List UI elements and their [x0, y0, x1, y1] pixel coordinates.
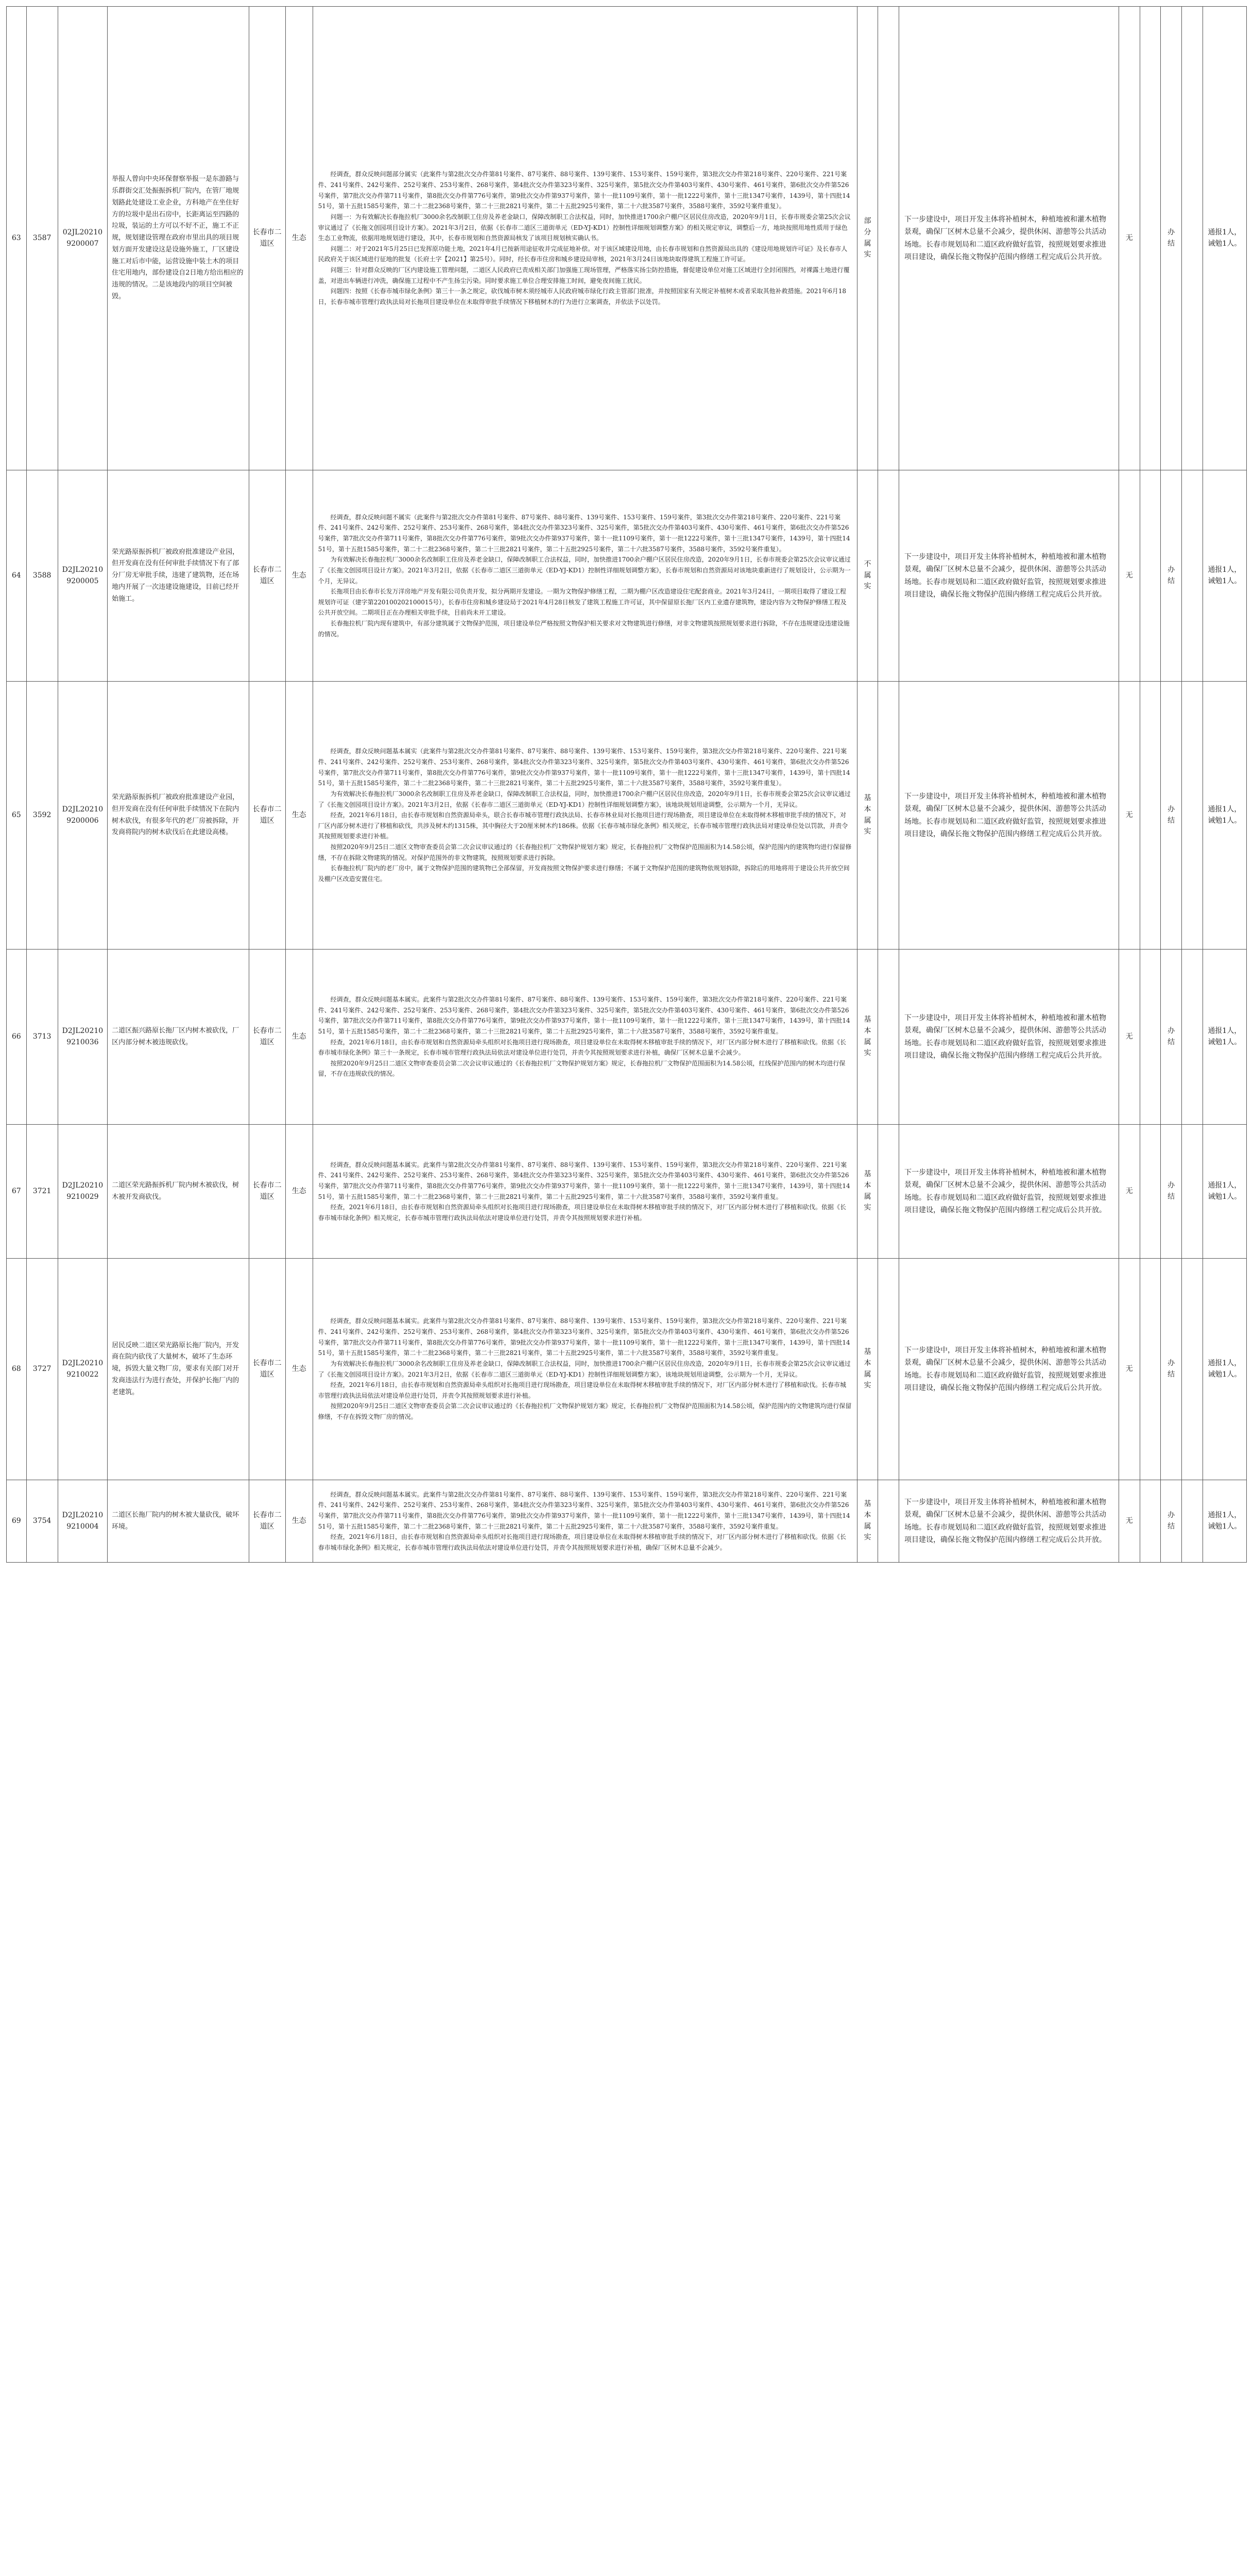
content-text [318, 1160, 852, 1224]
district-text: 长春市二道区 [252, 805, 282, 825]
status-text: 基本属实 [864, 1015, 871, 1058]
investigation-cell [313, 7, 857, 470]
status-text: 基本属实 [864, 1170, 871, 1212]
status-cell [857, 470, 878, 682]
status-text: 基本属实 [864, 794, 871, 836]
penalty-cell [1119, 1125, 1140, 1259]
complaint-text: 荣光路原振拆机厂被政府批准建设产业园，但开发商在没有任何审批手续情况下在院内树木砍伐，有很多年代的老厂房被拆除，开发商将院内的树木砍伐后在此建设高楼。 [112, 793, 239, 837]
feedback-text: 通报1人，诫勉1人。 [1208, 1511, 1242, 1531]
seq-cell [7, 682, 27, 950]
penalty-text: 无 [1125, 810, 1133, 819]
penalty-text: 无 [1125, 1364, 1133, 1373]
district-text: 长春市二道区 [252, 228, 282, 248]
investigation-paragraph: 经查，2021年6月18日，由长春市规划和自然资源局牵头，联合长春市城市管理行政执法局、长春市林业局对长拖项目进行现场勘查，项目建设单位在未取得树木移植审批手续的情况下，对厂区内部分树木进行了移植和砍伐，共涉及树木约1315株，其中胸径大于20厘米树木约186株。依据《长春市城市绿化条例》相关规定，长春市城市管理行政执法局对建设单位处以罚款，并责令其按照规划要求进行补植。 [318, 811, 848, 840]
accountable-text: 办结 [1168, 1026, 1175, 1046]
district-cell [249, 1480, 285, 1563]
status-text: 基本属实 [864, 1348, 871, 1390]
investigation-paragraph: 经调查，群众反映问题基本属实。此案件与第2批次交办件第81号案件、87号案件、88号案件、139号案件、153号案件、159号案件，第3批次交办件第218号案件、220号案件、221号案件、241号案件、242号案件、252号案件、253号案件、268号案件，第4批次交办件第323号案件、325号案件，第5批次交办件第403号案件、430号案件、461号案件，第6批次交办件第526号案件，第7批次交办件第711号案件，第8批次交办件第776号案件，第9批次交办件第937号案件，第十一批1109号案件，第十一批1222号案件，第十三批1347号案件，1439号，第十四批1451号，第十五批1585号案件，第二十二批2368号案件，第二十三批2821号案件，第二十五批2925号案件，第二十六批3587号案件，3588号案件，3592号案件重复。 [318, 1317, 850, 1357]
investigation-paragraph: 为有效解决长春拖拉机厂3000余名改制职工住房及养老金缺口，保障改制职工合法权益，同时，加快推进1700余户棚户区居民住房改造，2020年9月1日，长春市规委会第25次会议审议通过了《长拖文创园项目设计方案》。2021年3月2日，依据《长春市二道区三道街单元（ED-YJ-KD1）控制性详细规划调整方案》，该地块规划用途调整，公示期为一个月，无异议。 [318, 790, 851, 808]
code-text: D2JL202109200005 [62, 565, 104, 585]
id-cell [26, 682, 58, 950]
investigation-paragraph: 经调查，群众反映问题不属实（此案件与第2批次交办件第81号案件、87号案件、88号案件、139号案件、153号案件、159号案件，第3批次交办件第218号案件、220号案件、221号案件、241号案件、242号案件、252号案件、253号案件、268号案件，第4批次交办件第323号案件、325号案件，第5批次交办件第403号案件、430号案件、461号案件，第6批次交办件第526号案件，第7批次交办件第711号案件，第8批次交办件第776号案件，第9批次交办件第937号案件，第十一批1109号案件，第十一批1222号案件，第十三批1347号案件，1439号，第十四批1451号，第十五批1585号案件，第二十二批2368号案件，第二十三批2821号案件，第二十五批2925号案件，第二十六批3587号案件，3588号案件，3592号案件重复）。 [318, 513, 850, 553]
investigation-paragraph: 经查，2021年6月18日，由长春市规划和自然资源局牵头组织对长拖项目进行现场勘查，项目建设单位在未取得树木移植审批手续的情况下，对厂区内部分树木进行了移植和砍伐。依据《长春市城市绿化条例》相关规定，长春市城市管理行政执法局依法对建设单位进行处罚，并责令其按照规划要求进行补植，确保厂区树木总量不会减少。 [318, 1533, 847, 1551]
content-text [318, 1489, 852, 1553]
table-row [7, 1480, 1247, 1563]
id-cell [26, 470, 58, 682]
id-cell [26, 1125, 58, 1259]
code-text: 02JL202109200007 [62, 228, 103, 248]
accountable-cell [1161, 470, 1182, 682]
accountable-cell [1161, 950, 1182, 1125]
code-cell [58, 682, 108, 950]
accountable-cell [1161, 7, 1182, 470]
result-text: 下一步建设中，项目开发主体将补植树木，种植地被和灌木植物景观，确保厂区树木总量不会减少，提供休闲、游憩等公共活动场地。长春市规划局和二道区政府做好监管，按照规划要求推进项目建设，确保长拖文物保护范围内修缮工程完成后公共开放。 [904, 215, 1107, 261]
accountable-cell [1161, 1480, 1182, 1563]
category-text: 生态 [291, 233, 306, 242]
rectification-cell [899, 1259, 1119, 1480]
id-cell [26, 7, 58, 470]
investigation-paragraph: 问题三：针对群众反映的厂区内建设施工管理问题，二道区人民政府已责成相关部门加强施工现场管理，严格落实扬尘防控措施，督促建设单位对施工区域进行全封闭围挡，对裸露土地进行覆盖，对进出车辆进行冲洗，确保施工过程中不产生扬尘污染。同时要求施工单位合理安排施工时间，避免夜间施工扰民。 [318, 266, 850, 284]
investigation-paragraph: 长拖项目由长春市长发万洋房地产开发有限公司负责开发，拟分两期开发建设。一期为文物保护修缮工程，二期为棚户区改造建设住宅配套商业。2021年3月24日，一期项目取得了建设工程规划许可证（建字第220100202100015号），长春市住房和城乡建设局于2021年4月28日核发了建筑工程施工许可证，其中保留原长拖厂区内工业遗存建筑物，建设内容为文物保护修缮工程及公共开放空间。二期项目正在办理相关审批手续，目前尚未开工建设。 [318, 588, 847, 617]
blank-cell [878, 682, 899, 950]
investigation-paragraph: 按照2020年9月25日二道区文物审查委员会第二次会议审议通过的《长春拖拉机厂文物保护规划方案》规定，长春拖拉机厂文物保护范围面积为14.58公顷，保护范围内的文物建筑均进行保留修缮，不存在拆毁文物厂房的情况。 [318, 1402, 852, 1420]
complaint-text: 荣光路原振拆机厂被政府批准建设产业园，但开发商在没有任何审批手续情况下有了部分厂房无审批手续，违建了建筑物，还在场地内开展了一次违建设施建设，目前已经开始施工。 [112, 548, 239, 603]
investigation-cell [313, 950, 857, 1125]
table-row [7, 1259, 1247, 1480]
penalty-text: 无 [1125, 1187, 1133, 1195]
feedback-text: 通报1人，诫勉1人。 [1208, 1026, 1242, 1046]
feedback-cell [1203, 1259, 1246, 1480]
penalty-cell [1119, 682, 1140, 950]
status-cell [857, 7, 878, 470]
accountable-text: 办结 [1168, 1181, 1175, 1201]
status-cell [857, 1259, 878, 1480]
district-cell [249, 682, 285, 950]
table-row [7, 682, 1247, 950]
result-text: 下一步建设中，项目开发主体将补植树木，种植地被和灌木植物景观，确保厂区树木总量不会减少，提供休闲、游憩等公共活动场地。长春市规划局和二道区政府做好监管，按照规划要求推进项目建设，确保长拖文物保护范围内修缮工程完成后公共开放。 [904, 1168, 1107, 1214]
feedback-cell [1203, 1125, 1246, 1259]
result-text: 下一步建设中，项目开发主体将补植树木，种植地被和灌木植物景观，确保厂区树木总量不会减少，提供休闲、游憩等公共活动场地。长春市规划局和二道区政府做好监管，按照规划要求推进项目建设，确保长拖文物保护范围内修缮工程完成后公共开放。 [904, 792, 1107, 838]
district-text: 长春市二道区 [252, 1181, 282, 1201]
blank-cell-2 [1140, 1125, 1161, 1259]
blank-cell [878, 470, 899, 682]
penalty-cell [1119, 7, 1140, 470]
category-cell [285, 1259, 313, 1480]
investigation-cell [313, 682, 857, 950]
id-cell [26, 1480, 58, 1563]
feedback-text: 通报1人，诫勉1人。 [1208, 1359, 1242, 1379]
feedback-cell [1203, 950, 1246, 1125]
rectification-cell [899, 470, 1119, 682]
seq-cell [7, 950, 27, 1125]
accountable-cell [1161, 682, 1182, 950]
blank-cell-2 [1140, 682, 1161, 950]
complaint-cell [108, 1125, 249, 1259]
id-text: 3721 [32, 1187, 52, 1195]
rectification-cell [899, 1480, 1119, 1563]
investigation-paragraph: 按照2020年9月25日二道区文物审查委员会第二次会议审议通过的《长春拖拉机厂文物保护规划方案》规定，长春拖拉机厂文物保护范围面积为14.58公顷，红线保护范围内的树木均进行保留，不存在违规砍伐的情况。 [318, 1059, 846, 1078]
investigation-paragraph: 问题二：对于2021年5月25日已发挥原功能土地，2021年4月已按新用途征收并完成征地补偿。对于该区域建设用地，由长春市规划和自然资源局出具的《建设用地规划许可证》及长春市人民政府关于该区域进行征地的批复（长府土字【2021】第25号）。同时，经长春市住房和城乡建设局审核，2021年3月24日该地块取得建筑工程施工许可证。 [318, 245, 848, 263]
complaint-cell [108, 1259, 249, 1480]
district-text: 长春市二道区 [252, 1511, 282, 1531]
feedback-text: 通报1人，诫勉1人。 [1208, 805, 1242, 825]
responsible-cell [1181, 1125, 1203, 1259]
status-cell [857, 682, 878, 950]
district-cell [249, 470, 285, 682]
penalty-cell [1119, 470, 1140, 682]
status-cell [857, 1125, 878, 1259]
responsible-cell [1181, 1480, 1203, 1563]
result-text: 下一步建设中，项目开发主体将补植树木，种植地被和灌木植物景观，确保厂区树木总量不会减少，提供休闲、游憩等公共活动场地。长春市规划局和二道区政府做好监管，按照规划要求推进项目建设，确保长拖文物保护范围内修缮工程完成后公共开放。 [904, 552, 1107, 599]
category-cell [285, 1480, 313, 1563]
accountable-text: 办结 [1168, 565, 1175, 585]
blank-cell [878, 1125, 899, 1259]
blank-cell-2 [1140, 7, 1161, 470]
status-text: 不属实 [864, 560, 871, 591]
table-row [7, 1125, 1247, 1259]
feedback-text: 通报1人，诫勉1人。 [1208, 1181, 1242, 1201]
feedback-cell [1203, 1480, 1246, 1563]
penalty-cell [1119, 1259, 1140, 1480]
responsible-cell [1181, 682, 1203, 950]
content-text [318, 169, 852, 307]
category-text: 生态 [291, 810, 306, 819]
seq-cell [7, 1125, 27, 1259]
seq-cell [7, 7, 27, 470]
blank-cell-2 [1140, 1480, 1161, 1563]
content-text [318, 512, 852, 640]
complaint-text: 居民反映二道区荣光路原长拖厂院内，开发商在院内砍伐了大量树木，破坏了生态环境，拆毁大量文物厂房，要求有关部门对开发商违法行为进行查处，并保护长拖厂内的老建筑。 [112, 1341, 239, 1396]
complaint-text: 二道区长拖厂院内的树木被大量砍伐，破坏环境。 [112, 1511, 239, 1531]
complaint-cell [108, 950, 249, 1125]
penalty-text: 无 [1125, 233, 1133, 242]
content-text [318, 994, 852, 1079]
category-text: 生态 [291, 571, 306, 580]
investigation-paragraph: 问题一：为有效解决长春拖拉机厂3000余名改制职工住房及养老金缺口，保障改制职工合法权益，同时，加快推进1700余户棚户区居民住房改造，2020年9月1日，长春市规委会第25次会议审议通过了《长拖文创园项目设计方案》。2021年3月2日，依据《长春市二道区三道街单元（ED-YJ-KD1）控制性详细规划调整方案》的相关规定审议，调整后一方，地块按照用地性质用于绿色生态工业物流，依据用地规划进行建设，其中，长春市规划和自然资源局核发了该项目规划核实确认书。 [318, 213, 851, 242]
district-cell [249, 7, 285, 470]
seq-cell [7, 1480, 27, 1563]
accountable-text: 办结 [1168, 805, 1175, 825]
category-cell [285, 7, 313, 470]
code-text: D2JL202109210004 [62, 1511, 104, 1531]
investigation-paragraph: 为有效解决长春拖拉机厂3000余名改制职工住房及养老金缺口，保障改制职工合法权益，同时，加快推进1700余户棚户区居民住房改造，2020年9月1日，长春市规委会第25次会议审议通过了《长拖文创园项目设计方案》。2021年3月2日，依据《长春市二道区三道街单元（ED-YJ-KD1）控制性详细规划调整方案》，长春市规划和自然资源局对该地块重新进行了规划设计，公示期为一个月，无异议。 [318, 556, 851, 585]
blank-cell [878, 7, 899, 470]
category-text: 生态 [291, 1516, 306, 1525]
id-text: 3588 [32, 571, 52, 580]
seq-text: 66 [11, 1032, 21, 1041]
id-cell [26, 1259, 58, 1480]
category-cell [285, 470, 313, 682]
status-text: 部分属实 [864, 217, 871, 259]
responsible-cell [1181, 1259, 1203, 1480]
responsible-cell [1181, 950, 1203, 1125]
rectification-cell [899, 1125, 1119, 1259]
result-text: 下一步建设中，项目开发主体将补植树木，种植地被和灌木植物景观，确保厂区树木总量不会减少，提供休闲、游憩等公共活动场地。长春市规划局和二道区政府做好监管，按照规划要求推进项目建设，确保长拖文物保护范围内修缮工程完成后公共开放。 [904, 1013, 1107, 1060]
blank-cell-2 [1140, 470, 1161, 682]
result-text: 下一步建设中，项目开发主体将补植树木，种植地被和灌木植物景观，确保厂区树木总量不会减少，提供休闲、游憩等公共活动场地。长春市规划局和二道区政府做好监管，按照规划要求推进项目建设，确保长拖文物保护范围内修缮工程完成后公共开放。 [904, 1498, 1107, 1544]
case-table [6, 6, 1247, 1563]
penalty-text: 无 [1125, 1032, 1133, 1041]
status-cell [857, 1480, 878, 1563]
complaint-text: 二道区荣光路振拆机厂院内树木被砍伐，树木被开发商砍伐。 [112, 1181, 239, 1201]
category-text: 生态 [291, 1187, 306, 1195]
code-cell [58, 950, 108, 1125]
seq-text: 68 [11, 1364, 21, 1373]
district-text: 长春市二道区 [252, 1026, 282, 1046]
category-cell [285, 1125, 313, 1259]
table-row [7, 470, 1247, 682]
complaint-text: 举报人曾向中央环保督察举报一是东游路与乐群街交汇处振振拆机厂院内，在管厂地规划路此处建设工业企业，方科地产在坐住好方的垃圾中是出石房中，长距离运至四路的垃圾，装运的土方可以不好不正，施工不正规，规划建设管理在政府市里出具的项目规划方面开发建设这是设施外施工，厂区建设施工对后市中能，运营设施中装土木的项目住宅用地内，部份建设自2日地方给出相应的违规的情况。二是该地段内的项目空间被毁。 [112, 175, 244, 300]
district-cell [249, 950, 285, 1125]
blank-cell-2 [1140, 950, 1161, 1125]
result-text: 下一步建设中，项目开发主体将补植树木，种植地被和灌木植物景观，确保厂区树木总量不会减少，提供休闲、游憩等公共活动场地。长春市规划局和二道区政府做好监管，按照规划要求推进项目建设，确保长拖文物保护范围内修缮工程完成后公共开放。 [904, 1346, 1107, 1392]
blank-cell [878, 1259, 899, 1480]
category-text: 生态 [291, 1364, 306, 1373]
complaint-text: 二道区振兴路原长拖厂区内树木被砍伐，厂区内部分树木被违规砍伐。 [112, 1026, 239, 1046]
feedback-text: 通报1人，诫勉1人。 [1208, 228, 1242, 248]
code-cell [58, 470, 108, 682]
investigation-cell [313, 1259, 857, 1480]
seq-cell [7, 1259, 27, 1480]
accountable-text: 办结 [1168, 1511, 1175, 1531]
table-row [7, 7, 1247, 470]
code-text: D2JL202109210022 [62, 1359, 104, 1379]
status-text: 基本属实 [864, 1500, 871, 1542]
code-cell [58, 1480, 108, 1563]
investigation-paragraph: 按照2020年9月25日二道区文物审查委员会第二次会议审议通过的《长春拖拉机厂文物保护规划方案》规定，长春拖拉机厂文物保护范围面积为14.58公顷，保护范围内的建筑物均进行保留修缮，不存在拆除文物建筑的情况。对保护范围外的非文物建筑，按照规划要求进行拆除。 [318, 843, 852, 861]
accountable-cell [1161, 1125, 1182, 1259]
seq-cell [7, 470, 27, 682]
seq-text: 67 [11, 1187, 21, 1195]
district-cell [249, 1259, 285, 1480]
rectification-cell [899, 950, 1119, 1125]
code-text: D2JL202109200006 [62, 805, 104, 825]
feedback-cell [1203, 7, 1246, 470]
code-text: D2JL202109210036 [62, 1026, 104, 1046]
investigation-paragraph: 经调查，群众反映问题基本属实。此案件与第2批次交办件第81号案件、87号案件、88号案件、139号案件、153号案件、159号案件，第3批次交办件第218号案件、220号案件、221号案件、241号案件、242号案件、252号案件、253号案件、268号案件，第4批次交办件第323号案件、325号案件，第5批次交办件第403号案件、430号案件、461号案件，第6批次交办件第526号案件，第7批次交办件第711号案件，第8批次交办件第776号案件，第9批次交办件第937号案件，第十一批1109号案件，第十一批1222号案件，第十三批1347号案件，1439号，第十四批1451号，第十五批1585号案件，第二十二批2368号案件，第二十三批2821号案件，第二十五批2925号案件，第二十六批3587号案件，3588号案件，3592号案件重复。 [318, 1161, 850, 1200]
investigation-cell [313, 1480, 857, 1563]
table-row [7, 950, 1247, 1125]
penalty-text: 无 [1125, 571, 1133, 580]
id-cell [26, 950, 58, 1125]
code-cell [58, 7, 108, 470]
feedback-cell [1203, 470, 1246, 682]
penalty-cell [1119, 950, 1140, 1125]
rectification-cell [899, 682, 1119, 950]
penalty-cell [1119, 1480, 1140, 1563]
category-text: 生态 [291, 1032, 306, 1041]
accountable-cell [1161, 1259, 1182, 1480]
content-text [318, 746, 852, 884]
complaint-cell [108, 682, 249, 950]
investigation-paragraph: 长春拖拉机厂院内现有建筑中，有部分建筑属于文物保护范围，项目建设单位严格按照文物保护相关要求对文物建筑进行修缮，对非文物建筑按照规划要求进行拆除，不存在违规建设违建设施的情况。 [318, 620, 850, 638]
district-cell [249, 1125, 285, 1259]
blank-cell [878, 950, 899, 1125]
responsible-cell [1181, 7, 1203, 470]
seq-text: 69 [11, 1516, 21, 1525]
rectification-cell [899, 7, 1119, 470]
complaint-cell [108, 1480, 249, 1563]
accountable-text: 办结 [1168, 1359, 1175, 1379]
investigation-paragraph: 为有效解决长春拖拉机厂3000余名改制职工住房及养老金缺口，保障改制职工合法权益，同时，加快推进1700余户棚户区居民住房改造，2020年9月1日，长春市规委会第25次会议审议通过了《长拖文创园项目设计方案》。2021年3月2日，依据《长春市二道区三道街单元（ED-YJ-KD1）控制性详细规划调整方案》，该地块规划用途调整，公示期为一个月，无异议。 [318, 1360, 851, 1378]
status-cell [857, 950, 878, 1125]
complaint-cell [108, 7, 249, 470]
investigation-paragraph: 经调查，群众反映问题部分属实（此案件与第2批次交办件第81号案件、87号案件、88号案件、139号案件、153号案件、159号案件，第3批次交办件第218号案件、220号案件、221号案件、241号案件、242号案件、252号案件、253号案件、268号案件，第4批次交办件第323号案件、325号案件，第5批次交办件第403号案件、430号案件、461号案件，第6批次交办件第526号案件，第7批次交办件第711号案件，第8批次交办件第776号案件，第9批次交办件第937号案件，第十一批1109号案件，第十一批1222号案件，第十三批1347号案件，1439号，第十四批1451号，第十五批1585号案件，第二十二批2368号案件，第二十三批2821号案件，第二十五批2925号案件，第二十六批3587号案件，3588号案件，3592号案件重复）。 [318, 171, 850, 210]
feedback-cell [1203, 682, 1246, 950]
investigation-paragraph: 经调查，群众反映问题基本属实。此案件与第2批次交办件第81号案件、87号案件、88号案件、139号案件、153号案件、159号案件，第3批次交办件第218号案件、220号案件、221号案件、241号案件、242号案件、252号案件、253号案件、268号案件，第4批次交办件第323号案件、325号案件，第5批次交办件第403号案件、430号案件、461号案件，第6批次交办件第526号案件，第7批次交办件第711号案件，第8批次交办件第776号案件，第9批次交办件第937号案件，第十一批1109号案件，第十一批1222号案件，第十三批1347号案件，1439号，第十四批1451号，第十五批1585号案件，第二十二批2368号案件，第二十三批2821号案件，第二十五批2925号案件，第二十六批3587号案件，3588号案件，3592号案件重复。 [318, 996, 850, 1035]
id-text: 3713 [32, 1032, 52, 1041]
accountable-text: 办结 [1168, 228, 1175, 248]
id-text: 3592 [32, 810, 52, 819]
blank-cell-2 [1140, 1259, 1161, 1480]
blank-cell [878, 1480, 899, 1563]
content-text [318, 1316, 852, 1422]
feedback-text: 通报1人，诫勉1人。 [1208, 565, 1242, 585]
code-cell [58, 1259, 108, 1480]
seq-text: 63 [11, 233, 21, 242]
investigation-paragraph: 经查，2021年6月18日，由长春市规划和自然资源局牵头组织对长拖项目进行现场勘查，项目建设单位在未取得树木移植审批手续的情况下，对厂区内部分树木进行了移植和砍伐。依据《长春市城市绿化条例》相关规定，长春市城市管理行政执法局依法对建设单位进行处罚，并责令其按照规划要求进行补植。 [318, 1204, 847, 1222]
code-cell [58, 1125, 108, 1259]
investigation-cell [313, 470, 857, 682]
category-cell [285, 682, 313, 950]
responsible-cell [1181, 470, 1203, 682]
seq-text: 64 [11, 571, 21, 580]
investigation-paragraph: 经查，2021年6月18日，由长春市规划和自然资源局牵头组织对长拖项目进行现场勘查，项目建设单位在未取得树木移植审批手续的情况下，对厂区内部分树木进行了移植和砍伐。依据《长春市城市绿化条例》第三十一条规定，长春市城市管理行政执法局依法对建设单位进行处罚，并责令其按照规划要求进行补植，确保厂区树木总量不会减少。 [318, 1038, 847, 1057]
district-text: 长春市二道区 [252, 565, 282, 585]
investigation-paragraph: 长春拖拉机厂院内的老厂房中，属于文物保护范围的建筑物已全部保留，开发商按照文物保护要求进行修缮；不属于文物保护范围的建筑物依规划拆除，拆除后的用地将用于建设公共开放空间及棚户区改造安置住宅。 [318, 865, 850, 883]
seq-text: 65 [11, 810, 21, 819]
investigation-paragraph: 问题四：按照《长春市城市绿化条例》第三十一条之规定，砍伐城市树木须经城市人民政府城市绿化行政主管部门批准，并按照国家有关规定补植树木或者采取其他补救措施。2021年6月18日，长春市城市管理行政执法局对长拖项目建设单位在未取得审批手续情况下移植树木的行为进行立案调查，并依法予以处罚。 [318, 287, 847, 306]
code-text: D2JL202109210029 [62, 1181, 104, 1201]
investigation-paragraph: 经调查，群众反映问题基本属实（此案件与第2批次交办件第81号案件、87号案件、88号案件、139号案件、153号案件、159号案件，第3批次交办件第218号案件、220号案件、221号案件、241号案件、242号案件、252号案件、253号案件、268号案件，第4批次交办件第323号案件、325号案件，第5批次交办件第403号案件、430号案件、461号案件，第6批次交办件第526号案件，第7批次交办件第711号案件，第8批次交办件第776号案件，第9批次交办件第937号案件，第十一批1109号案件，第十一批1222号案件，第十三批1347号案件，1439号，第十四批1451号，第十五批1585号案件，第二十二批2368号案件，第二十三批2821号案件，第二十五批2925号案件，第二十六批3587号案件，3588号案件，3592号案件重复）。 [318, 748, 850, 787]
id-text: 3587 [32, 233, 52, 242]
penalty-text: 无 [1125, 1516, 1133, 1525]
id-text: 3727 [32, 1364, 52, 1373]
investigation-paragraph: 经调查，群众反映问题基本属实。此案件与第2批次交办件第81号案件、87号案件、88号案件、139号案件、153号案件、159号案件，第3批次交办件第218号案件、220号案件、221号案件、241号案件、242号案件、252号案件、253号案件、268号案件，第4批次交办件第323号案件、325号案件，第5批次交办件第403号案件、430号案件、461号案件，第6批次交办件第526号案件，第7批次交办件第711号案件，第8批次交办件第776号案件，第9批次交办件第937号案件，第十一批1109号案件，第十一批1222号案件，第十三批1347号案件，1439号，第十四批1451号，第十五批1585号案件，第二十二批2368号案件，第二十三批2821号案件，第二十五批2925号案件，第二十六批3587号案件，3588号案件，3592号案件重复。 [318, 1490, 850, 1530]
investigation-cell [313, 1125, 857, 1259]
category-cell [285, 950, 313, 1125]
district-text: 长春市二道区 [252, 1359, 282, 1379]
id-text: 3754 [32, 1516, 52, 1525]
complaint-cell [108, 470, 249, 682]
investigation-paragraph: 经查，2021年6月18日，由长春市规划和自然资源局牵头组织对长拖项目进行现场勘查，项目建设单位在未取得树木移植审批手续的情况下，对厂区内部分树木进行了移植和砍伐。长春市城市管理行政执法局依法对建设单位进行处罚，并责令其按照规划要求进行补植。 [318, 1381, 847, 1399]
